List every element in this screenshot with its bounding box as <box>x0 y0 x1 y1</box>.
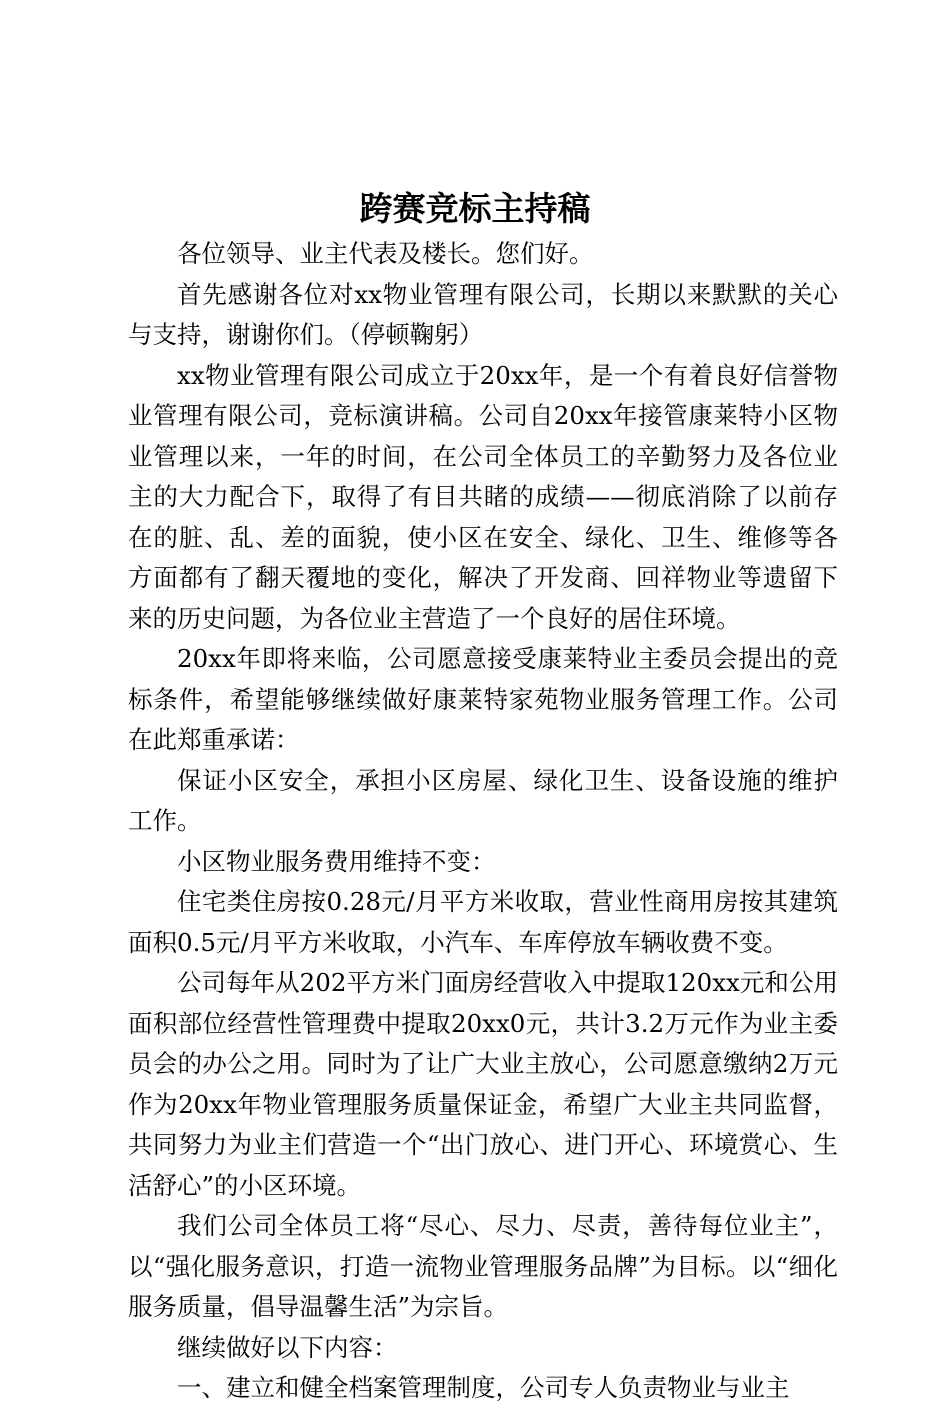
paragraph-continue: 继续做好以下内容： <box>177 1332 398 1362</box>
paragraph-fee-details: 住宅类住房按0.28元/月平方米收取，营业性商用房按其建筑面积0.5元/月平方米收取，小汽车、车库停放车辆收费不变。 <box>128 887 838 957</box>
paragraph-thanks: 首先感谢各位对xx物业管理有限公司，长期以来默默的关心与支持，谢谢你们。（停顿鞠躬） <box>128 279 838 349</box>
paragraph-company-intro: xx物业管理有限公司成立于20xx年，是一个有着良好信誉物业管理有限公司，竞标演讲稿。公司自20xx年接管康莱特小区物业管理以来，一年的时间，在公司全体员工的辛勤努力及各位业主的大力配合下，取得了有目共睹的成绩——彻底消除了以前存在的脏、乱、差的面貌，使小区在安全、绿化、卫生、维修等各方面都有了翻天覆地的变化，解决了开发商、回祥物业等遗留下来的历史问题，为各位业主营造了一个良好的居住环境。 <box>128 360 838 633</box>
paragraph-fee-unchanged: 小区物业服务费用维持不变： <box>177 846 496 876</box>
paragraph-item-one: 一、建立和健全档案管理制度，公司专人负责物业与业主 <box>177 1373 790 1402</box>
paragraph-office-funds: 公司每年从202平方米门面房经营收入中提取120xx元和公用面积部位经营性管理费中提取20xx0元，共计3.2万元作为业主委员会的办公之用。同时为了让广大业主放心，公司愿意缴纳2万元作为20xx年物业管理服务质量保证金，希望广大业主共同监督，共同努力为业主们营造一个“出门放心、进门开心、环境赏心、生活舒心”的小区环境。 <box>128 968 838 1200</box>
paragraph-commitment-safety: 保证小区安全，承担小区房屋、绿化卫生、设备设施的维护工作。 <box>128 765 838 835</box>
paragraph-greeting: 各位领导、业主代表及楼长。您们好。 <box>177 239 594 268</box>
paragraph-bid-intent: 20xx年即将来临，公司愿意接受康莱特业主委员会提出的竞标条件，希望能够继续做好康莱特家苑物业服务管理工作。公司在此郑重承诺： <box>128 644 838 754</box>
paragraph-service-goal: 我们公司全体员工将“尽心、尽力、尽责，善待每位业主”，以“强化服务意识，打造一流物业管理服务品牌”为目标。以“细化服务质量，倡导温馨生活”为宗旨。 <box>128 1211 838 1321</box>
document-body <box>128 234 838 1409</box>
document-title: 跨赛竞标主持稿 <box>359 189 591 228</box>
